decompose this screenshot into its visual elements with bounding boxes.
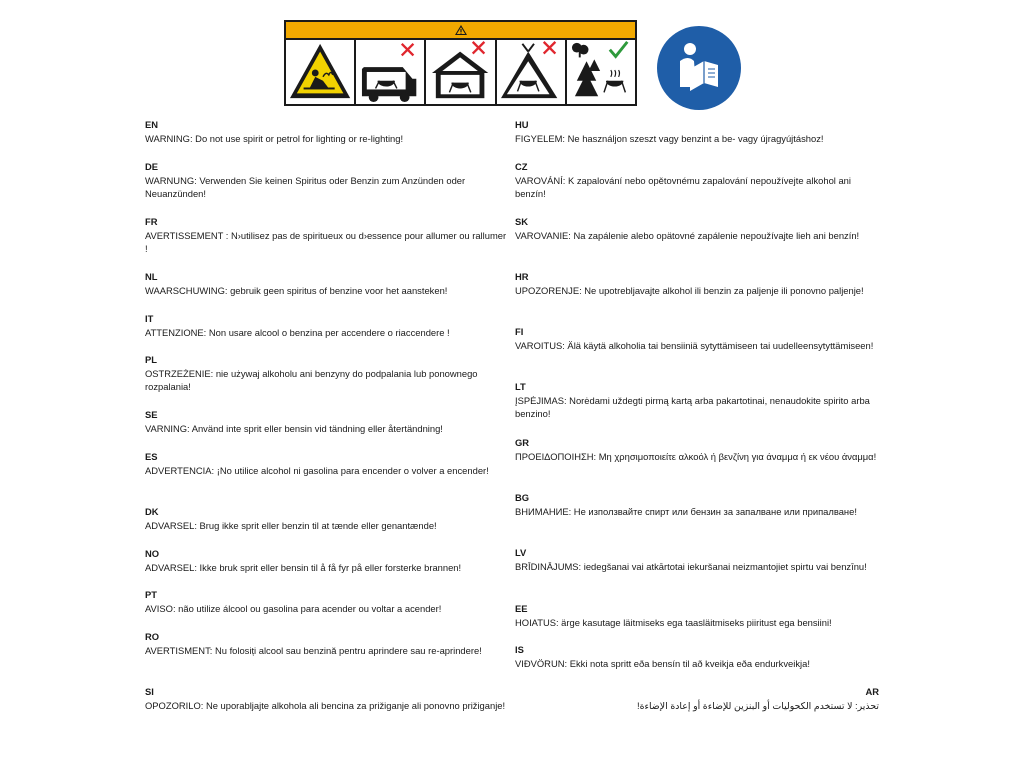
language-code: AR	[865, 686, 879, 697]
warning-pt	[145, 588, 507, 615]
warning-nl	[145, 270, 507, 297]
language-code: NO	[145, 548, 160, 559]
warning-text: HOIATUS: ärge kasutage läitmiseks ega taasläitmiseks piiritust ega bensiini!	[515, 616, 832, 628]
language-code: GR	[515, 437, 530, 448]
language-code: HU	[515, 119, 529, 130]
read-manual-icon	[656, 25, 742, 111]
warning-text: AVERTISMENT: Nu folosiți alcool sau benzină pentru aprindere sau re-aprindere!	[145, 644, 482, 656]
language-code: BG	[515, 492, 530, 503]
language-code: HR	[515, 271, 529, 282]
outdoor-grill-icon	[567, 38, 635, 104]
language-code: EE	[515, 603, 528, 614]
language-code: LT	[515, 381, 526, 392]
warning-no	[145, 547, 507, 574]
warning-text: ΠΡΟΕΙΔΟΠΟΙΗΣΗ: Μη χρησιμοποιείτε αλκοόλ ή βενζίνη για άναμμα ή εκ νέου άναμμα!	[515, 450, 877, 462]
warning-text: ĮSPĖJIMAS: Norėdami uždegti pirmą kartą arba pakartotinai, nenaudokite spirito arba benzino!	[515, 394, 870, 419]
warning-hr	[515, 270, 879, 297]
language-code: DK	[145, 506, 159, 517]
house-grill-icon	[426, 38, 496, 104]
warning-text: ATTENZIONE: Non usare alcool o benzina per accendere o riaccendere !	[145, 326, 450, 338]
warning-ar	[515, 685, 879, 712]
warning-text: WAARSCHUWING: gebruik geen spiritus of benzine voor het aansteken!	[145, 284, 448, 296]
warning-text: ADVARSEL: Ikke bruk sprit eller bensin til å få fyr på eller forsterke brannen!	[145, 561, 462, 573]
warning-es	[145, 450, 507, 477]
warning-text: AVISO: não utilize álcool ou gasolina para acender ou voltar a acender!	[145, 602, 442, 614]
language-code: PL	[145, 354, 157, 365]
warning-bg	[515, 491, 879, 518]
warning-text: ВНИМАНИЕ: Не използвайте спирт или бензин за запалване или припалване!	[515, 505, 857, 517]
warning-text: ADVERTENCIA: ¡No utilice alcohol ni gasolina para encender o volver a encender!	[145, 464, 489, 476]
warning-text: VAROVÁNÍ: K zapalování nebo opětovnému zapalování nepoužívejte alkohol ani benzín!	[515, 174, 851, 199]
language-code: CZ	[515, 161, 528, 172]
warning-fi	[515, 325, 879, 352]
warning-pl	[145, 353, 507, 394]
hazard-person-icon	[286, 38, 356, 104]
language-code: EN	[145, 119, 159, 130]
warning-text: FIGYELEM: Ne használjon szeszt vagy benzint a be- vagy újragyújtáshoz!	[515, 132, 824, 144]
warning-hu	[515, 118, 879, 145]
warning-text: VARNING: Använd inte sprit eller bensin vid tändning eller återtändning!	[145, 422, 443, 434]
warning-si	[145, 685, 507, 712]
warning-gr	[515, 436, 879, 463]
language-code: FR	[145, 216, 158, 227]
language-code: DE	[145, 161, 159, 172]
warning-ee	[515, 602, 879, 629]
warning-text: ADVARSEL: Brug ikke sprit eller benzin til at tænde eller genantænde!	[145, 519, 437, 531]
language-code: NL	[145, 271, 158, 282]
warning-it	[145, 312, 507, 339]
warning-cz	[515, 160, 879, 201]
language-code: SK	[515, 216, 529, 227]
allowed-check-icon	[610, 42, 627, 57]
warning-lv	[515, 546, 879, 573]
language-code: PT	[145, 589, 157, 600]
language-code: IS	[515, 644, 524, 655]
language-code: SE	[145, 409, 158, 420]
language-code: IT	[145, 313, 154, 324]
language-code: SI	[145, 686, 154, 697]
warning-lt	[515, 380, 879, 421]
warning-text: تحذير: لا تستخدم الكحوليات أو البنزين للإضاءة أو إعادة الإضاءة!	[637, 699, 879, 711]
warning-text: OSTRZEŻENIE: nie używaj alkoholu ani benzyny do podpalania lub ponownego rozpalania!	[145, 367, 478, 392]
warning-text: WARNUNG: Verwenden Sie keinen Spiritus oder Benzin zum Anzünden oder Neuanzünden!	[145, 174, 466, 199]
warning-en	[145, 118, 507, 145]
warning-dk	[145, 505, 507, 532]
language-code: FI	[515, 326, 524, 337]
tent-grill-icon	[497, 38, 567, 104]
warning-text: VIÐVÖRUN: Ekki nota spritt eða bensín til að kveikja eða endurkveikja!	[515, 657, 810, 669]
warning-text: WARNING: Do not use spirit or petrol for lighting or re-lighting!	[145, 132, 404, 144]
warning-ro	[145, 630, 507, 657]
warning-se	[145, 408, 507, 435]
safety-pictogram-banner	[284, 20, 637, 106]
warning-triangle-icon	[454, 24, 468, 36]
language-code: RO	[145, 631, 160, 642]
warning-text: VAROITUS: Älä käytä alkoholia tai bensiiniä sytyttämiseen tai uudelleensytyttämiseen!	[515, 339, 874, 351]
warning-fr	[145, 215, 507, 256]
warning-text: BRĪDINĀJUMS: iedegšanai vai atkārtotai iekuršanai neizmantojiet spirtu vai benzīnu!	[515, 560, 867, 572]
warning-text: AVERTISSEMENT : N›utilisez pas de spiritueux ou d›essence pour allumer ou rallumer !	[145, 229, 507, 254]
warning-text: OPOZORILO: Ne uporabljajte alkohola ali bencina za prižiganje ali ponovno prižiganje!	[145, 699, 506, 711]
warning-text: UPOZORENJE: Ne upotrebljavajte alkohol ili benzin za paljenje ili ponovno paljenje!	[515, 284, 864, 296]
warning-de	[145, 160, 507, 201]
warning-is	[515, 643, 879, 670]
warning-text: VAROVANIE: Na zapálenie alebo opätovné zapálenie nepoužívajte lieh ani benzín!	[515, 229, 860, 241]
language-code: ES	[145, 451, 158, 462]
warning-sk	[515, 215, 879, 242]
vehicle-grill-icon	[356, 38, 426, 104]
language-code: LV	[515, 547, 527, 558]
